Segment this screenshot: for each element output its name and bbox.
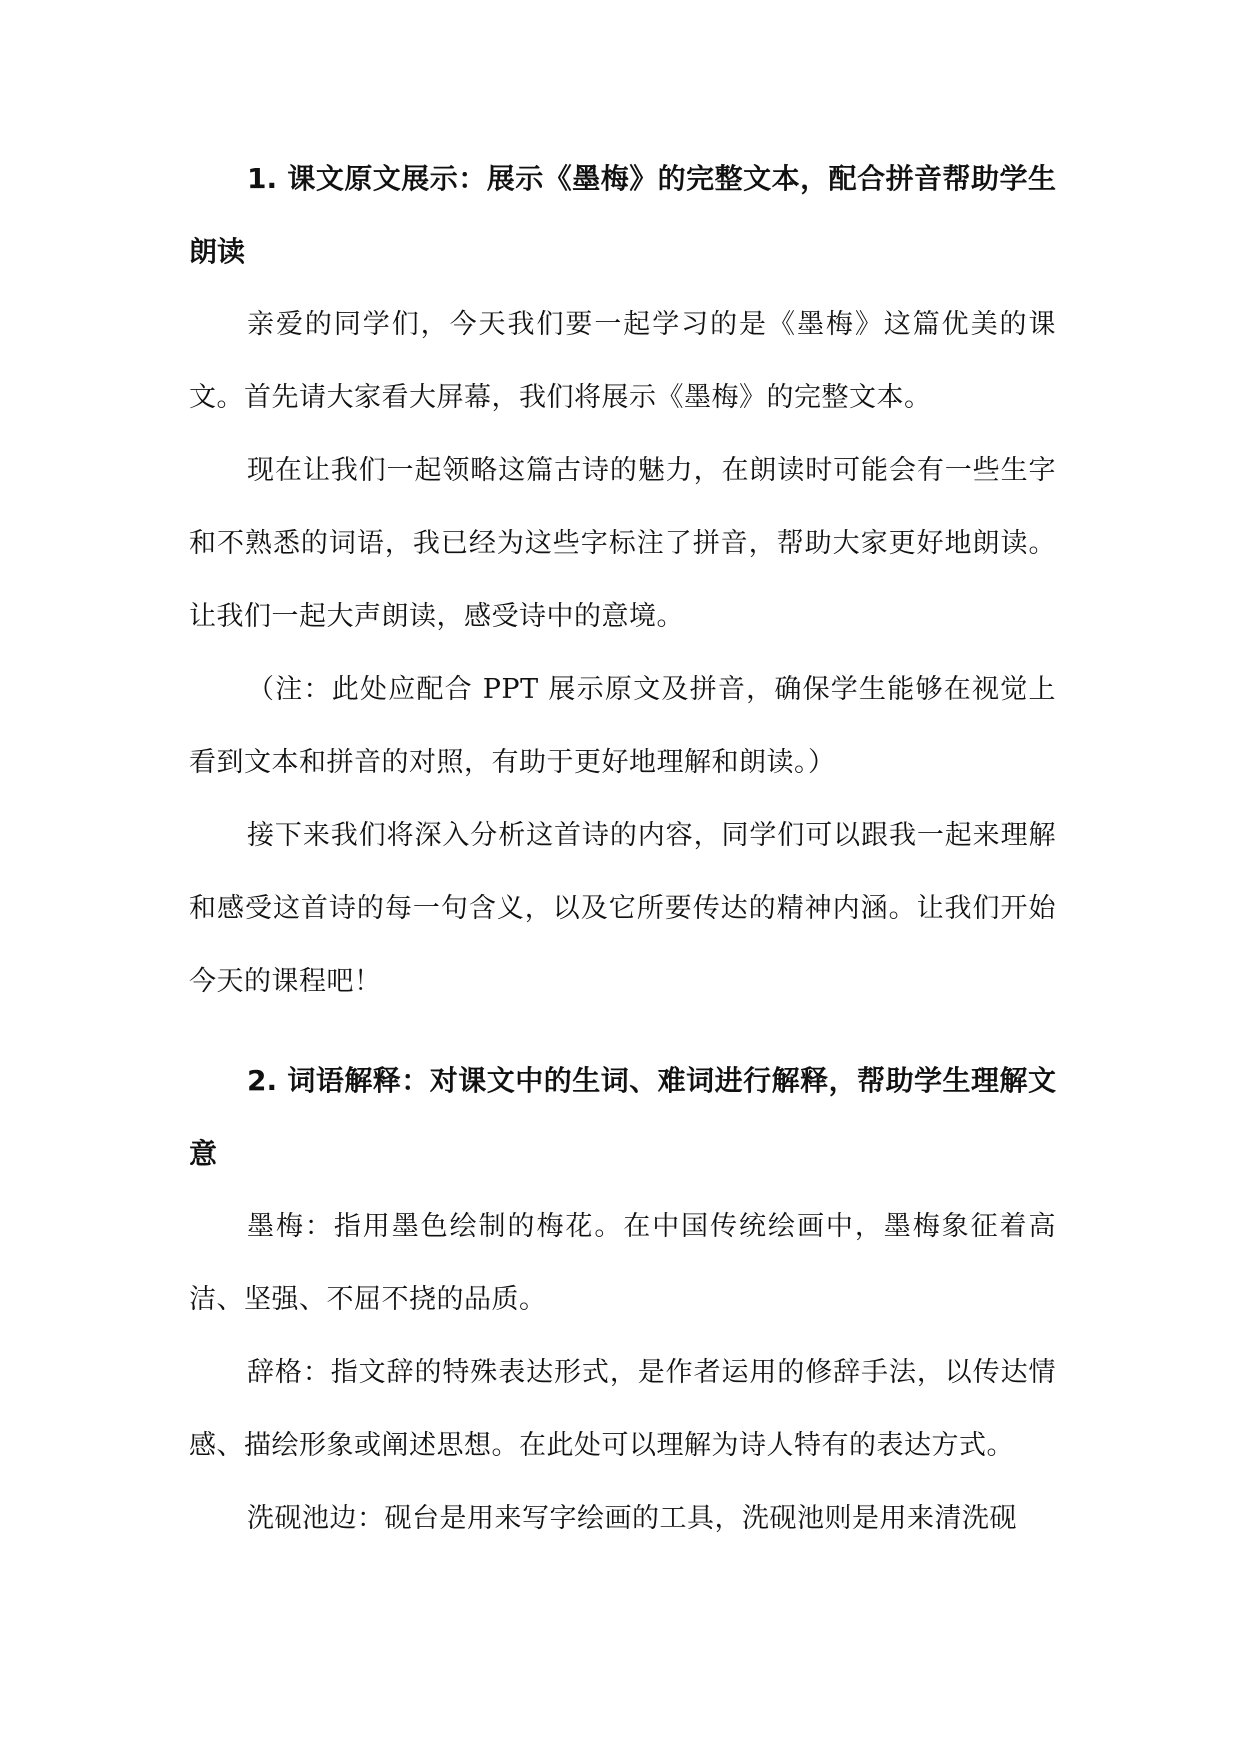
section-1-heading: 1. 课文原文展示：展示《墨梅》的完整文本，配合拼音帮助学生朗读 xyxy=(189,162,1056,268)
section-1-paragraph-2: 现在让我们一起领略这篇古诗的魅力，在朗读时可能会有一些生字和不熟悉的词语，我已经为这些字标注了拼音，帮助大家更好地朗读。让我们一起大声朗读，感受诗中的意境。 xyxy=(189,455,1056,632)
section-spacer xyxy=(189,1018,1056,1044)
term-definition-momei: 墨梅：指用墨色绘制的梅花。在中国传统绘画中，墨梅象征着高洁、坚强、不屈不挠的品质。 xyxy=(189,1211,1056,1315)
section-1-note-paragraph: （注：此处应配合 PPT 展示原文及拼音，确保学生能够在视觉上看到文本和拼音的对照，有助于更好地理解和朗读。） xyxy=(189,674,1056,778)
section-1-paragraph-1: 亲爱的同学们，今天我们要一起学习的是《墨梅》这篇优美的课文。首先请大家看大屏幕，我们将展示《墨梅》的完整文本。 xyxy=(189,309,1056,413)
section-2-heading: 2. 词语解释：对课文中的生词、难词进行解释，帮助学生理解文意 xyxy=(189,1064,1056,1170)
term-definition-xiyanchibian: 洗砚池边：砚台是用来写字绘画的工具，洗砚池则是用来清洗砚 xyxy=(247,1503,1017,1534)
section-1-paragraph-4: 接下来我们将深入分析这首诗的内容，同学们可以跟我一起来理解和感受这首诗的每一句含义，以及它所要传达的精神内涵。让我们开始今天的课程吧！ xyxy=(189,820,1056,997)
term-definition-cige: 辞格：指文辞的特殊表达形式，是作者运用的修辞手法，以传达情感、描绘形象或阐述思想。在此处可以理解为诗人特有的表达方式。 xyxy=(189,1357,1056,1461)
document-body xyxy=(189,142,1056,1555)
